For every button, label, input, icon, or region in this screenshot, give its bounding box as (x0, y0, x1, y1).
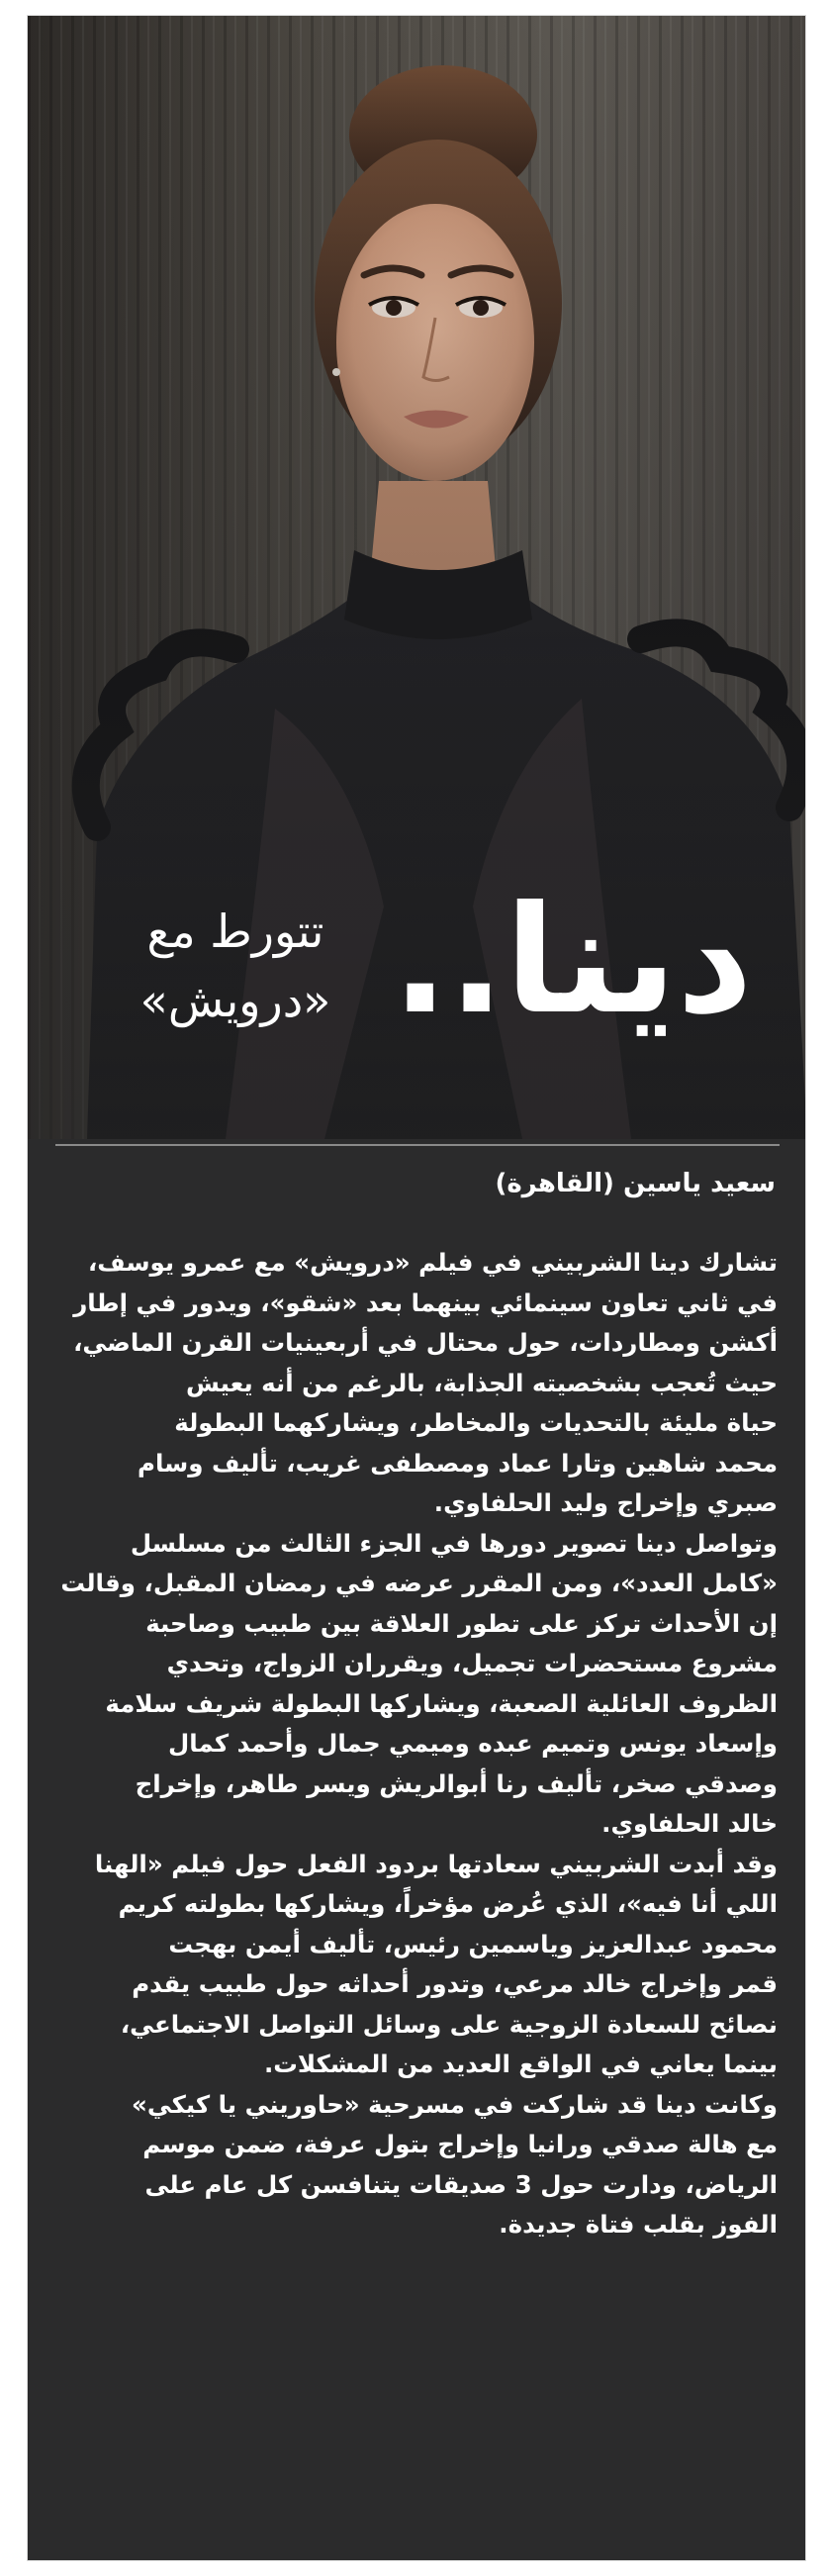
body-line: الظروف العائلية الصعبة، ويشاركها البطولة شريف سلامة (105, 1688, 778, 1718)
headline-subtitle (122, 897, 349, 1035)
body-line: الفوز بقلب فتاة جديدة. (499, 2210, 778, 2239)
byline: سعيد ياسين (القاهرة) (495, 1169, 776, 1198)
body-line: وصدقي صخر، تأليف رنا أبوالريش ويسر طاهر، وإخراج (135, 1768, 778, 1798)
body-line: بينما يعاني في الواقع العديد من المشكلات. (263, 2050, 778, 2078)
body-line: «كامل العدد»، ومن المقرر عرضه في رمضان المقبل، وقالت (60, 1569, 778, 1597)
body-line: خالد الحلفاوي. (601, 1809, 778, 1838)
body-line: أكشن ومطاردات، حول محتال في أربعينيات القرن الماضي، (73, 1328, 778, 1357)
body-line: حياة مليئة بالتحديات والمخاطر، ويشاركهما البطولة (174, 1408, 778, 1437)
body-line: اللي أنا فيه»، الذي عُرض مؤخراً، ويشاركها بطولته كريم (118, 1889, 778, 1918)
body-line: نصائح للسعادة الزوجية على وسائل التواصل الاجتماعي، (120, 2009, 778, 2039)
body-line: إن الأحداث تركز على تطور العلاقة بين طبيب وصاحبة (145, 1608, 778, 1638)
body-line: وتواصل دينا تصوير دورها في الجزء الثالث من مسلسل (130, 1528, 778, 1558)
portrait-photo (28, 16, 806, 1139)
headline-subtitle-line-2: «درويش» (139, 974, 331, 1027)
body-line: حيث تُعجب بشخصيته الجذابة، بالرغم من أنه يعيش (185, 1368, 778, 1397)
article-body (57, 1243, 778, 2245)
headline-subtitle-line-1: تتورط مع (146, 905, 324, 958)
body-line: قمر وإخراج خالد مرعي، وتدور أحداثه حول طبيب يقدم (132, 1969, 778, 1998)
body-line: في ثاني تعاون سينمائي بينهما بعد «شقو»، ويدور في إطار (73, 1288, 778, 1317)
body-line: محمد شاهين وتارا عماد ومصطفى غريب، تأليف وسام (137, 1448, 778, 1478)
headline (28, 877, 806, 1114)
body-line: محمود عبدالعزيز وياسمين رئيس، تأليف أيمن بهجت (168, 1929, 778, 1958)
body-line: وكانت دينا قد شاركت في مسرحية «حاوريني يا كيكي» (132, 2089, 778, 2119)
article-card (27, 15, 806, 2561)
body-line: الرياض، ودارت حول 3 صديقات يتنافسن كل عام على (144, 2169, 778, 2199)
body-line: مشروع مستحضرات تجميل، ويقرران الزواج، وتحدي (166, 1649, 778, 1677)
body-line: وقد أبدت الشربيني سعادتها بردود الفعل حول فيلم «الهنا (94, 1849, 778, 1878)
body-line: وإسعاد يونس وتميم عبده وميمي جمال وأحمد كمال (168, 1729, 778, 1758)
body-line: صبري وإخراج وليد الحلفاوي. (433, 1488, 778, 1517)
body-line: تشارك دينا الشربيني في فيلم «درويش» مع عمرو يوسف، (87, 1248, 778, 1277)
divider (55, 1144, 780, 1146)
body-line: مع هالة صدقي ورانيا وإخراج بتول عرفة، ضمن موسم (142, 2130, 778, 2158)
headline-title: دينا.. (392, 875, 753, 1047)
